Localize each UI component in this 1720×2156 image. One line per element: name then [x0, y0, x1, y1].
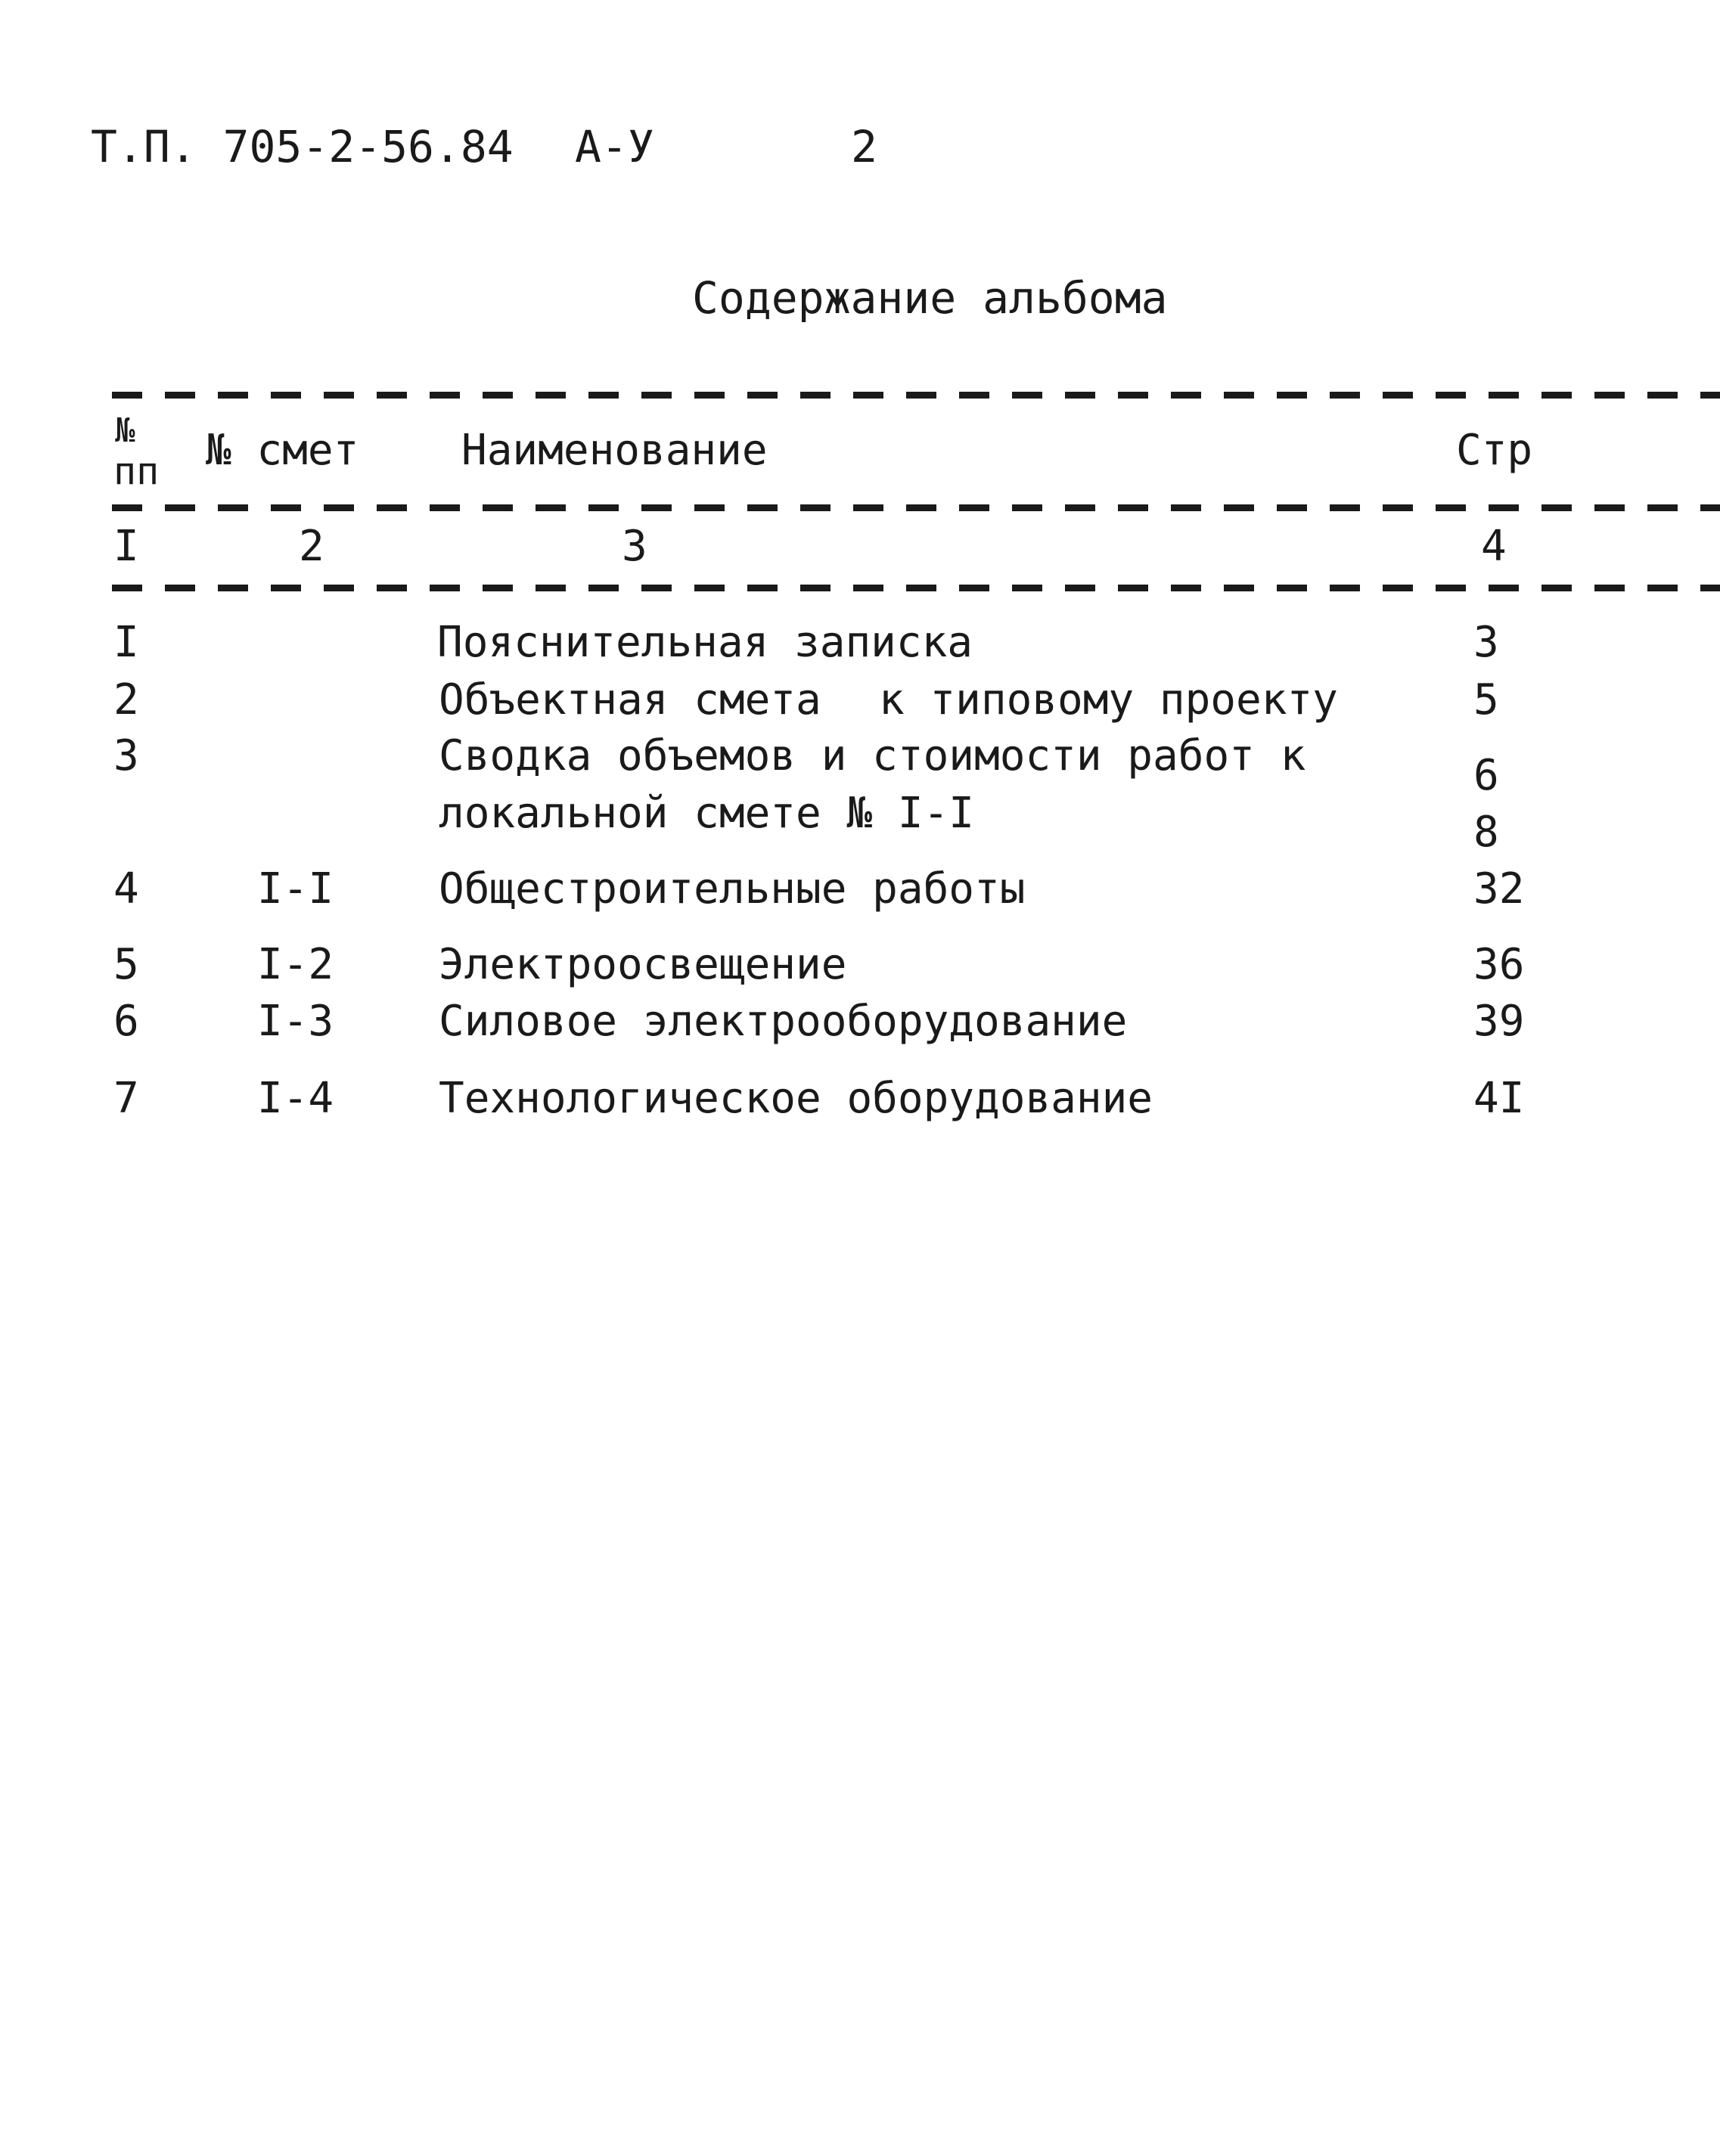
column-number-4: 4: [1481, 522, 1507, 571]
row-name-line-1: Сводка объемов и стоимости работ к: [439, 731, 1306, 780]
row-number: 2: [113, 675, 139, 724]
row-estimate: I-3: [257, 997, 334, 1046]
row-number: 3: [113, 731, 139, 780]
table-header-rule: [112, 504, 1720, 511]
row-number: 4: [113, 864, 139, 914]
table-body-rule: [112, 585, 1720, 591]
row-page-line-1: 6: [1473, 751, 1499, 800]
header-col4: Стр: [1456, 426, 1533, 475]
header-col1-abbrev: пп: [113, 449, 160, 493]
column-number-1: I: [113, 522, 139, 571]
row-name: Электроосвещение: [439, 940, 847, 989]
header-col3: Наименование: [461, 426, 768, 475]
table-top-rule: [112, 392, 1720, 399]
row-name: Силовое электрооборудование: [439, 997, 1128, 1046]
row-name-line-2: локальной смете № I-I: [439, 789, 975, 838]
row-estimate: I-I: [257, 864, 334, 914]
row-name: Пояснительная записка: [437, 618, 973, 667]
row-page: 4I: [1473, 1074, 1525, 1123]
row-page: 39: [1473, 997, 1525, 1046]
row-number: I: [113, 618, 139, 667]
column-number-3: 3: [622, 522, 647, 571]
row-page: 36: [1473, 940, 1525, 989]
document-code: Т.П. 705-2-56.84: [91, 121, 514, 172]
row-estimate: I-4: [257, 1074, 334, 1123]
row-page: 3: [1473, 618, 1499, 667]
row-page: 5: [1473, 675, 1499, 724]
column-number-2: 2: [299, 522, 324, 571]
document-section: А-У: [575, 121, 654, 172]
page-number: 2: [851, 121, 877, 172]
row-page: 32: [1473, 864, 1525, 914]
row-name-part-1: Объектная смета: [439, 675, 821, 724]
header-col1-number-sign: №: [115, 411, 135, 450]
row-page-line-2: 8: [1473, 808, 1499, 857]
page-title: Содержание альбома: [692, 272, 1168, 324]
row-name: Технологическое оборудование: [439, 1074, 1153, 1123]
row-number: 6: [113, 997, 139, 1046]
row-name: Общестроительные работы: [439, 864, 1026, 914]
row-number: 5: [113, 940, 139, 989]
row-name-part-2: к типовому проекту: [879, 675, 1338, 724]
row-number: 7: [113, 1074, 139, 1123]
row-estimate: I-2: [257, 940, 334, 989]
header-col2: № смет: [206, 426, 359, 475]
